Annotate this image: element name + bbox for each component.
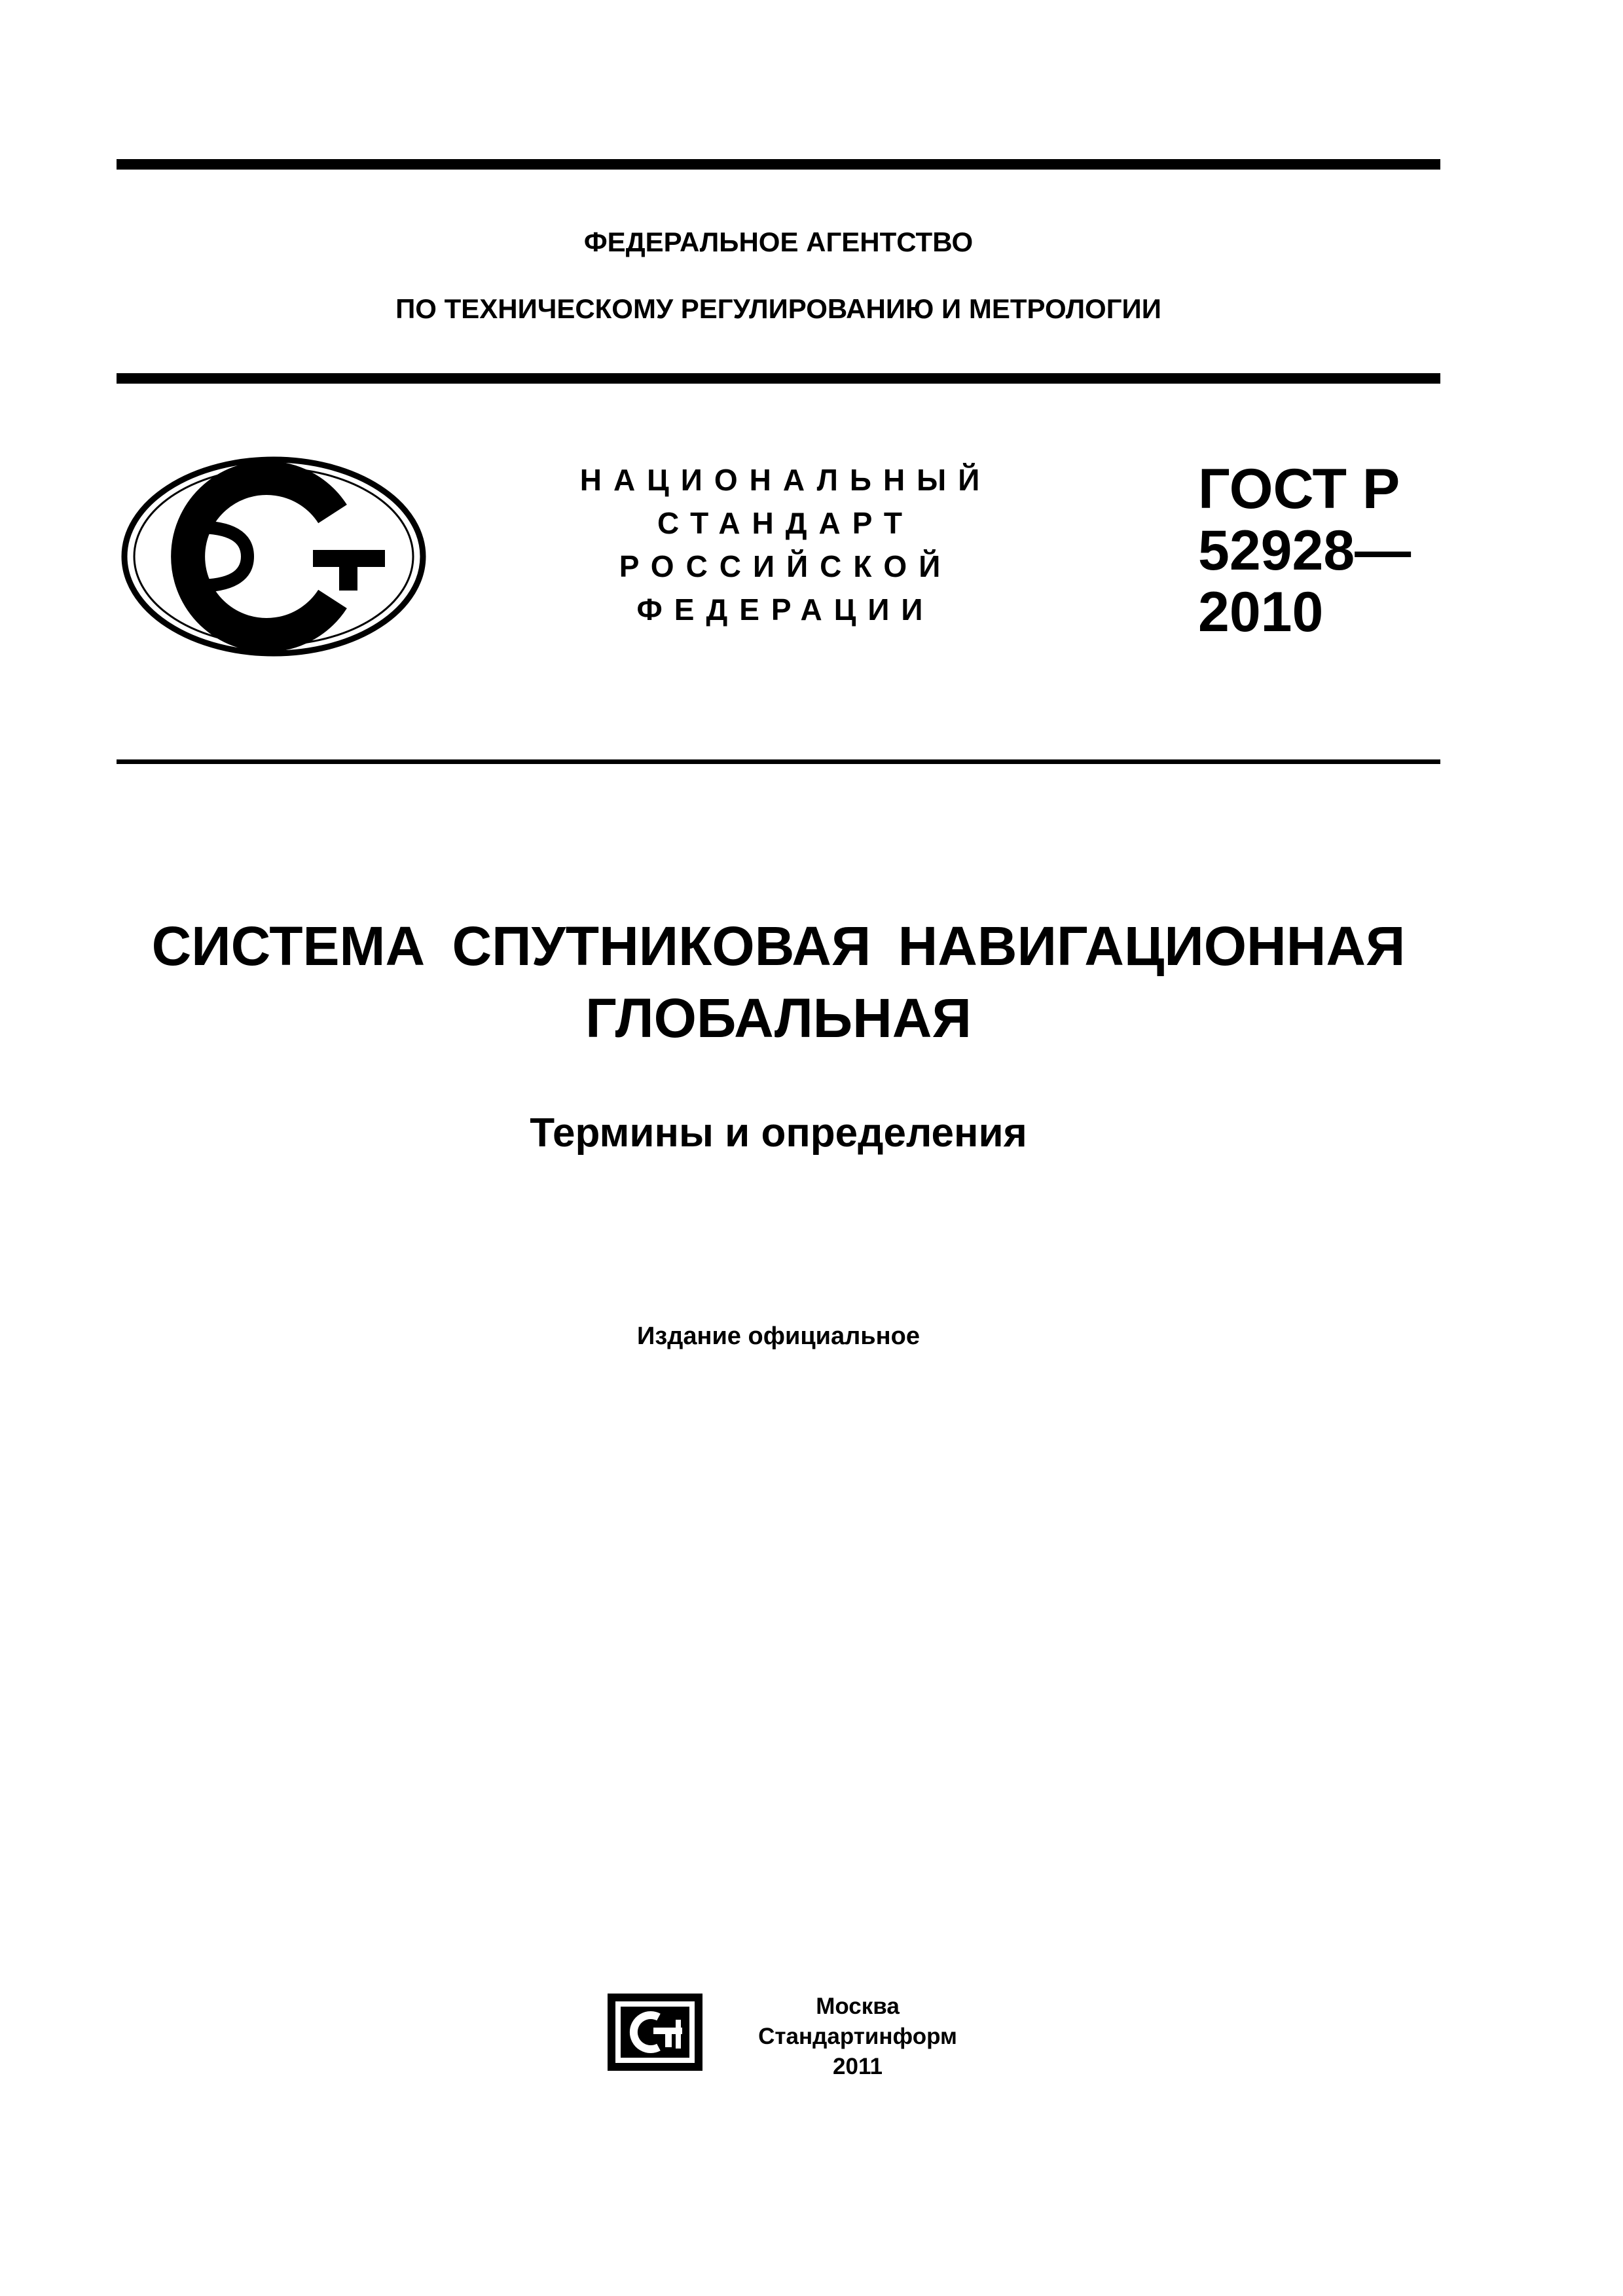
document-title-line-1: СИСТЕМА СПУТНИКОВАЯ НАВИГАЦИОННАЯ <box>151 915 1406 977</box>
gost-label: ГОСТ Р <box>1198 458 1400 520</box>
national-standard-line-3: РОССИЙСКОЙ <box>619 549 953 583</box>
agency-line-1: ФЕДЕРАЛЬНОЕ АГЕНТСТВО <box>583 227 974 257</box>
rst-logo-icon <box>117 452 431 661</box>
standartinform-logo-icon <box>608 1994 702 2071</box>
publisher-city: Москва <box>816 1994 900 2019</box>
national-standard-line-4: ФЕДЕРАЦИИ <box>636 592 935 627</box>
publisher-year: 2011 <box>833 2054 883 2079</box>
gost-number: 52928— <box>1198 519 1412 582</box>
publisher-name: Стандартинформ <box>758 2024 957 2049</box>
agency-line-2: ПО ТЕХНИЧЕСКОМУ РЕГУЛИРОВАНИЮ И МЕТРОЛОГИИ <box>395 293 1161 324</box>
edition-note: Издание официальное <box>637 1322 920 1350</box>
national-standard-line-1: НАЦИОНАЛЬНЫЙ <box>579 463 992 497</box>
document-title-line-2: ГЛОБАЛЬНАЯ <box>585 987 972 1049</box>
document-subtitle: Термины и определения <box>530 1110 1027 1156</box>
top-rule <box>117 159 1440 170</box>
header-bottom-rule <box>117 373 1440 384</box>
standard-block-rule <box>117 759 1440 764</box>
national-standard-line-2: СТАНДАРТ <box>657 506 914 540</box>
gost-year: 2010 <box>1198 581 1324 644</box>
